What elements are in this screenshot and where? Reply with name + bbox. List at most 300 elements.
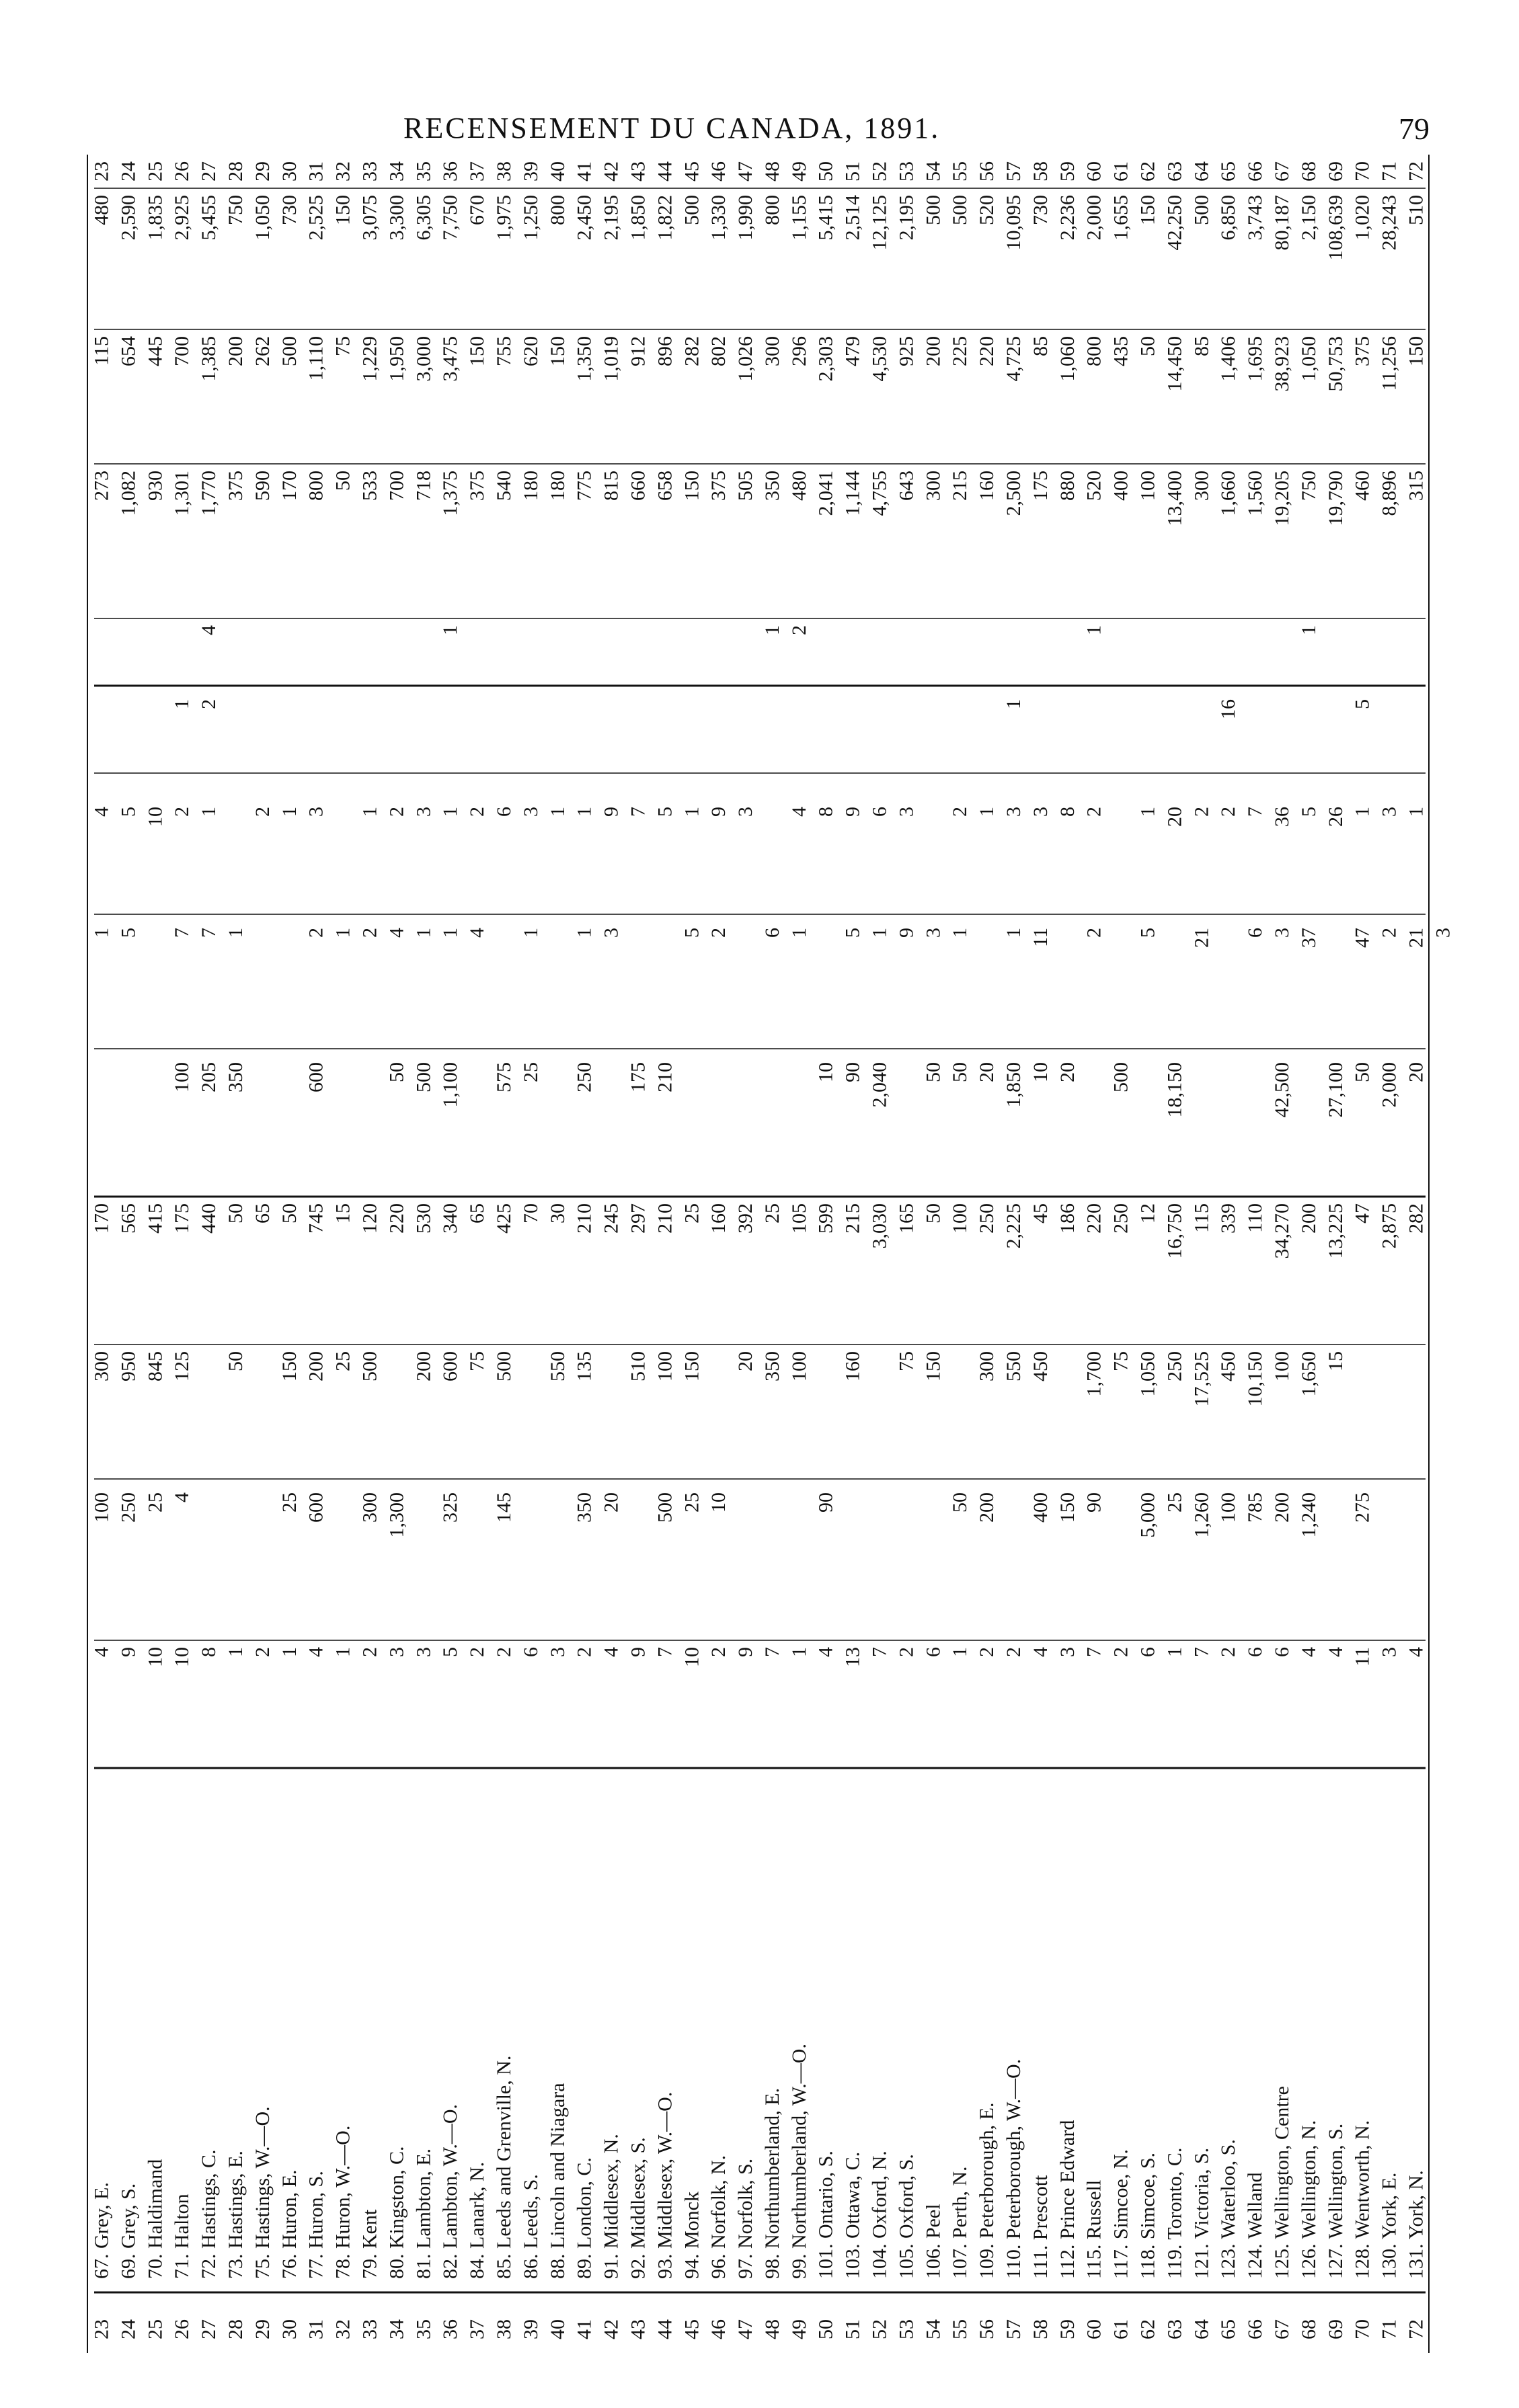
table-cell: 440	[198, 1203, 221, 1234]
table-cell: 2,590	[117, 195, 140, 241]
table-cell: 745	[305, 1203, 327, 1234]
table-cell: 250	[117, 1492, 140, 1523]
table-cell: 700	[385, 471, 408, 501]
table-cell: 415	[144, 1203, 167, 1234]
line-number: 71	[1378, 2319, 1401, 2339]
district-name: 105. Oxford, S.	[895, 2154, 918, 2279]
table-cell: 2	[1083, 807, 1105, 817]
table-cell: 802	[707, 336, 730, 366]
table-cell: 282	[1405, 1203, 1428, 1234]
table-cell: 550	[1003, 1351, 1025, 1381]
line-number: 61	[1109, 2319, 1132, 2339]
line-number: 66	[1244, 2319, 1267, 2339]
district-name: 76. Huron, E.	[278, 2169, 301, 2279]
table-cell: 297	[627, 1203, 650, 1234]
table-cell: 300	[358, 1492, 381, 1523]
line-number: 48	[761, 161, 783, 182]
district-name: 97. Norfolk, S.	[734, 2158, 757, 2279]
table-cell: 70	[519, 1203, 542, 1223]
line-number: 70	[1351, 2319, 1374, 2339]
table-cell: 2	[492, 1647, 515, 1657]
table-cell: 1,850	[1003, 1062, 1025, 1108]
district-name: 80. Kingston, C.	[385, 2146, 408, 2279]
district-name: 70. Haldimand	[144, 2159, 167, 2279]
table-cell: 42,250	[1163, 195, 1186, 251]
table-cell: 10	[171, 1647, 194, 1667]
table-cell: 300	[976, 1351, 999, 1381]
table-cell: 2	[1190, 807, 1213, 817]
table-cell: 1,650	[1297, 1351, 1320, 1397]
table-cell: 11,256	[1378, 336, 1401, 391]
table-cell: 100	[654, 1351, 676, 1381]
table-cell: 1	[1003, 699, 1025, 709]
table-cell: 500	[1190, 195, 1213, 225]
district-name: 130. York, E.	[1378, 2172, 1401, 2279]
table-cell: 755	[492, 336, 515, 366]
line-number: 26	[171, 161, 194, 182]
table-cell: 8,896	[1378, 471, 1401, 516]
table-cell: 20	[734, 1351, 757, 1371]
table-cell: 350	[573, 1492, 596, 1523]
table-cell: 4	[1324, 1647, 1347, 1657]
table-cell: 750	[1297, 471, 1320, 501]
table-cell: 1,020	[1351, 195, 1374, 241]
table-cell: 3	[1378, 807, 1401, 817]
table-cell: 5	[1351, 699, 1374, 709]
table-cell: 3	[412, 1647, 435, 1657]
table-cell: 20	[1405, 1062, 1428, 1082]
table-cell: 1,850	[627, 195, 650, 241]
district-name: 72. Hastings, C.	[198, 2149, 221, 2279]
line-number: 47	[734, 161, 757, 182]
table-cell: 2	[171, 807, 194, 817]
table-cell: 500	[680, 195, 703, 225]
table-cell: 115	[1190, 1203, 1213, 1233]
district-name: 117. Simcoe, N.	[1109, 2149, 1132, 2279]
table-cell: 150	[332, 195, 354, 225]
table-cell: 145	[492, 1492, 515, 1523]
table-cell: 520	[1083, 471, 1105, 501]
table-cell: 175	[1029, 471, 1052, 501]
table-cell: 85	[1190, 336, 1213, 356]
table-cell: 1,375	[439, 471, 462, 516]
table-cell: 375	[707, 471, 730, 501]
table-cell: 1	[519, 928, 542, 938]
table-cell: 10	[144, 807, 167, 827]
district-name: 115. Russell	[1083, 2179, 1105, 2279]
table-cell: 2	[1003, 1647, 1025, 1657]
table-cell: 6	[492, 807, 515, 817]
table-cell: 115	[90, 336, 113, 366]
table-cell: 7	[198, 928, 221, 938]
table-cell: 505	[734, 471, 757, 501]
table-cell: 718	[412, 471, 435, 501]
table-cell: 500	[412, 1062, 435, 1092]
line-number: 49	[787, 161, 810, 182]
table-cell: 50	[332, 471, 354, 491]
table-cell: 1,050	[1297, 336, 1320, 382]
table-cell: 1,975	[492, 195, 515, 241]
line-number: 25	[144, 161, 167, 182]
district-name: 123. Waterloo, S.	[1217, 2139, 1240, 2279]
table-cell: 2,875	[1378, 1203, 1401, 1249]
district-name: 119. Toronto, C.	[1163, 2147, 1186, 2279]
table-cell: 800	[305, 471, 327, 501]
table-cell: 5	[117, 807, 140, 817]
district-name: 107. Perth, N.	[949, 2166, 972, 2279]
line-number: 26	[171, 2319, 194, 2339]
line-number: 69	[1324, 161, 1347, 182]
line-number: 64	[1190, 2319, 1213, 2339]
line-number: 31	[305, 2319, 327, 2339]
table-cell: 500	[654, 1492, 676, 1523]
district-name: 82. Lambton, W.—O.	[439, 2104, 462, 2279]
line-number: 67	[1271, 2319, 1294, 2339]
table-cell: 10,150	[1244, 1351, 1267, 1407]
table-cell: 1,385	[198, 336, 221, 382]
table-cell: 1	[761, 625, 783, 635]
line-number: 60	[1083, 2319, 1105, 2339]
table-cell: 520	[976, 195, 999, 225]
table-cell: 6	[1244, 1647, 1267, 1657]
line-number: 39	[519, 2319, 542, 2339]
table-cell: 21	[1190, 928, 1213, 948]
table-cell: 1,770	[198, 471, 221, 516]
table-cell: 5,415	[814, 195, 837, 241]
district-name: 84. Lanark, N.	[466, 2161, 489, 2279]
line-number: 32	[332, 2319, 354, 2339]
table-cell: 4	[305, 1647, 327, 1657]
table-cell: 4	[787, 807, 810, 817]
table-cell: 550	[546, 1351, 569, 1381]
district-name: 99. Northumberland, W.—O.	[787, 2044, 810, 2279]
table-cell: 186	[1056, 1203, 1079, 1234]
table-cell: 450	[1029, 1351, 1052, 1381]
table-cell: 50	[949, 1492, 972, 1513]
table-cell: 4	[1405, 1647, 1428, 1657]
table-cell: 1,250	[519, 195, 542, 241]
table-cell: 540	[492, 471, 515, 501]
table-cell: 2,040	[868, 1062, 891, 1108]
line-number: 44	[654, 2319, 676, 2339]
line-number: 38	[492, 2319, 515, 2339]
line-number: 58	[1029, 2319, 1052, 2339]
table-cell: 160	[841, 1351, 864, 1381]
table-cell: 3,075	[358, 195, 381, 241]
table-cell: 20	[976, 1062, 999, 1082]
district-name: 69. Grey, S.	[117, 2183, 140, 2279]
table-cell: 1,144	[841, 471, 864, 516]
table-cell: 2,000	[1378, 1062, 1401, 1108]
district-name: 91. Middlesex, N.	[600, 2134, 623, 2279]
table-cell: 80,187	[1271, 195, 1294, 251]
table-cell: 6	[519, 1647, 542, 1657]
table-cell: 90	[1083, 1492, 1105, 1513]
line-number: 46	[707, 161, 730, 182]
table-cell: 1,050	[251, 195, 274, 241]
table-cell: 2	[1217, 807, 1240, 817]
district-name: 125. Wellington, Centre	[1271, 2086, 1294, 2279]
line-number: 64	[1190, 161, 1213, 182]
district-name: 86. Leeds, S.	[519, 2174, 542, 2279]
table-cell: 13,400	[1163, 471, 1186, 526]
table-cell: 7	[761, 1647, 783, 1657]
line-number: 24	[117, 2319, 140, 2339]
district-name: 101. Ontario, S.	[814, 2151, 837, 2279]
table-cell: 200	[922, 336, 945, 366]
table-cell: 3	[1003, 807, 1025, 817]
table-cell: 643	[895, 471, 918, 501]
line-number: 59	[1056, 161, 1079, 182]
table-cell: 350	[224, 1062, 247, 1092]
table-cell: 1	[90, 928, 113, 938]
district-name: 111. Prescott	[1029, 2175, 1052, 2279]
table-cell: 42,500	[1271, 1062, 1294, 1118]
district-name: 126. Wellington, N.	[1297, 2120, 1320, 2279]
table-cell: 1	[1136, 807, 1159, 817]
table-cell: 815	[600, 471, 623, 501]
table-cell: 500	[1109, 1062, 1132, 1092]
district-name: 124. Welland	[1244, 2172, 1267, 2279]
table-cell: 296	[787, 336, 810, 366]
line-number: 28	[224, 161, 247, 182]
district-name: 118. Simcoe, S.	[1136, 2152, 1159, 2279]
table-cell: 912	[627, 336, 650, 366]
line-number: 63	[1163, 2319, 1186, 2339]
table-cell: 9	[841, 807, 864, 817]
table-cell: 339	[1217, 1203, 1240, 1234]
table-cell: 1	[439, 928, 462, 938]
table-cell: 8	[814, 807, 837, 817]
table-cell: 205	[198, 1062, 221, 1092]
table-cell: 10,095	[1003, 195, 1025, 251]
table-cell: 1	[868, 928, 891, 938]
district-name: 93. Middlesex, W.—O.	[654, 2091, 676, 2279]
table-cell: 510	[627, 1351, 650, 1381]
line-number: 37	[466, 2319, 489, 2339]
table-cell: 100	[949, 1203, 972, 1234]
page-number: 79	[1399, 112, 1430, 146]
table-cell: 250	[1163, 1351, 1186, 1381]
table-cell: 10	[144, 1647, 167, 1667]
table-cell: 100	[1271, 1351, 1294, 1381]
table-cell: 479	[841, 336, 864, 366]
line-number: 40	[546, 161, 569, 182]
line-number: 24	[117, 161, 140, 182]
district-name: 81. Lambton, E.	[412, 2148, 435, 2279]
table-cell: 1	[1163, 1647, 1186, 1657]
line-number: 66	[1244, 161, 1267, 182]
line-number: 34	[385, 2319, 408, 2339]
table-cell: 210	[654, 1062, 676, 1092]
line-number: 36	[439, 161, 462, 182]
table-cell: 6	[1244, 928, 1267, 938]
table-cell: 175	[171, 1203, 194, 1234]
table-cell: 215	[949, 471, 972, 501]
table-cell: 5	[1136, 928, 1159, 938]
line-number: 23	[90, 2319, 113, 2339]
table-cell: 1,655	[1109, 195, 1132, 241]
line-number: 53	[895, 161, 918, 182]
table-cell: 500	[278, 336, 301, 366]
table-cell: 2	[949, 807, 972, 817]
table-cell: 225	[949, 336, 972, 366]
table-cell: 11	[1029, 928, 1052, 947]
table-cell: 50	[224, 1351, 247, 1371]
table-cell: 220	[385, 1203, 408, 1234]
table-cell: 50	[224, 1203, 247, 1223]
table-cell: 3	[1432, 928, 1454, 938]
line-number: 39	[519, 161, 542, 182]
table-cell: 50	[1136, 336, 1159, 356]
table-cell: 775	[573, 471, 596, 501]
table-cell: 120	[358, 1203, 381, 1234]
table-cell: 108,639	[1324, 195, 1347, 261]
table-cell: 10	[680, 1647, 703, 1667]
table-cell: 75	[332, 336, 354, 356]
table-cell: 10	[1029, 1062, 1052, 1082]
table-cell: 1,330	[707, 195, 730, 241]
table-cell: 480	[90, 195, 113, 225]
line-number: 55	[949, 161, 972, 182]
table-cell: 6	[761, 928, 783, 938]
table-cell: 50	[922, 1062, 945, 1082]
line-number: 43	[627, 161, 650, 182]
table-cell: 460	[1351, 471, 1374, 501]
table-cell: 16,750	[1163, 1203, 1186, 1259]
table-cell: 150	[680, 1351, 703, 1381]
table-cell: 435	[1109, 336, 1132, 366]
table-cell: 65	[466, 1203, 489, 1223]
table-cell: 1,050	[1136, 1351, 1159, 1397]
table-cell: 2,041	[814, 471, 837, 516]
table-cell: 2,195	[600, 195, 623, 241]
table-cell: 25	[761, 1203, 783, 1223]
table-cell: 19,205	[1271, 471, 1294, 526]
district-name: 78. Huron, W.—O.	[332, 2125, 354, 2279]
table-cell: 273	[90, 471, 113, 501]
table-cell: 575	[492, 1062, 515, 1092]
table-cell: 100	[1136, 471, 1159, 501]
table-cell: 3	[734, 807, 757, 817]
table-cell: 1,300	[385, 1492, 408, 1538]
table-cell: 1,260	[1190, 1492, 1213, 1538]
table-cell: 1	[1083, 625, 1105, 635]
line-number: 25	[144, 2319, 167, 2339]
table-cell: 210	[654, 1203, 676, 1234]
table-cell: 135	[573, 1351, 596, 1381]
table-cell: 37	[1297, 928, 1320, 948]
table-cell: 50,753	[1324, 336, 1347, 392]
table-cell: 25	[278, 1492, 301, 1513]
district-name: 109. Peterborough, E.	[976, 2102, 999, 2279]
table-cell: 36	[1271, 807, 1294, 827]
table-cell: 375	[224, 471, 247, 501]
table-cell: 100	[171, 1062, 194, 1092]
line-number: 36	[439, 2319, 462, 2339]
table-cell: 2,303	[814, 336, 837, 382]
table-cell: 5	[117, 928, 140, 938]
table-cell: 4	[385, 928, 408, 938]
table-cell: 2,514	[841, 195, 864, 241]
table-cell: 1	[546, 807, 569, 817]
line-number: 33	[358, 2319, 381, 2339]
line-number: 50	[814, 2319, 837, 2339]
table-cell: 4	[466, 928, 489, 938]
table-cell: 1	[332, 928, 354, 938]
table-cell: 2	[466, 1647, 489, 1657]
table-cell: 1,835	[144, 195, 167, 241]
table-cell: 1	[278, 1647, 301, 1657]
line-number: 50	[814, 161, 837, 182]
table-cell: 350	[761, 1351, 783, 1381]
table-cell: 215	[841, 1203, 864, 1234]
table-cell: 150	[922, 1351, 945, 1381]
district-name: 94. Monck	[680, 2192, 703, 2279]
table-cell: 654	[117, 336, 140, 366]
table-cell: 34,270	[1271, 1203, 1294, 1259]
table-cell: 1	[573, 807, 596, 817]
table-cell: 75	[895, 1351, 918, 1371]
table-cell: 2	[358, 928, 381, 938]
table-cell: 85	[1029, 336, 1052, 356]
table-cell: 500	[922, 195, 945, 225]
table-cell: 10	[707, 1492, 730, 1513]
table-cell: 245	[600, 1203, 623, 1234]
table-cell: 150	[546, 336, 569, 366]
table-cell: 20	[1056, 1062, 1079, 1082]
table-cell: 750	[224, 195, 247, 225]
table-cell: 375	[1351, 336, 1374, 366]
table-cell: 3	[305, 807, 327, 817]
line-number: 55	[949, 2319, 972, 2339]
line-number: 59	[1056, 2319, 1079, 2339]
table-cell: 1	[787, 928, 810, 938]
table-cell: 4,530	[868, 336, 891, 382]
table-cell: 785	[1244, 1492, 1267, 1523]
district-name: 104. Oxford, N.	[868, 2151, 891, 2279]
table-cell: 800	[1083, 336, 1105, 366]
table-cell: 1,082	[117, 471, 140, 516]
table-cell: 1	[439, 625, 462, 635]
table-cell: 9	[600, 807, 623, 817]
table-cell: 7,750	[439, 195, 462, 241]
table-cell: 400	[1109, 471, 1132, 501]
district-name: 79. Kent	[358, 2209, 381, 2279]
table-cell: 845	[144, 1351, 167, 1381]
table-cell: 13,225	[1324, 1203, 1347, 1259]
table-cell: 510	[1405, 195, 1428, 225]
table-cell: 5,455	[198, 195, 221, 241]
table-cell: 2	[305, 928, 327, 938]
table-cell: 1,700	[1083, 1351, 1105, 1397]
table-cell: 530	[412, 1203, 435, 1234]
table-cell: 275	[1351, 1492, 1374, 1523]
table-cell: 730	[278, 195, 301, 225]
table-cell: 3,030	[868, 1203, 891, 1249]
line-number: 37	[466, 161, 489, 182]
table-cell: 620	[519, 336, 542, 366]
table-cell: 9	[895, 928, 918, 938]
table-cell: 350	[761, 471, 783, 501]
table-cell: 1,100	[439, 1062, 462, 1108]
table-cell: 3,743	[1244, 195, 1267, 241]
district-name: 71. Halton	[171, 2194, 194, 2279]
table-cell: 1,229	[358, 336, 381, 382]
table-cell: 375	[466, 471, 489, 501]
table-cell: 50	[949, 1062, 972, 1082]
table-cell: 7	[654, 1647, 676, 1657]
